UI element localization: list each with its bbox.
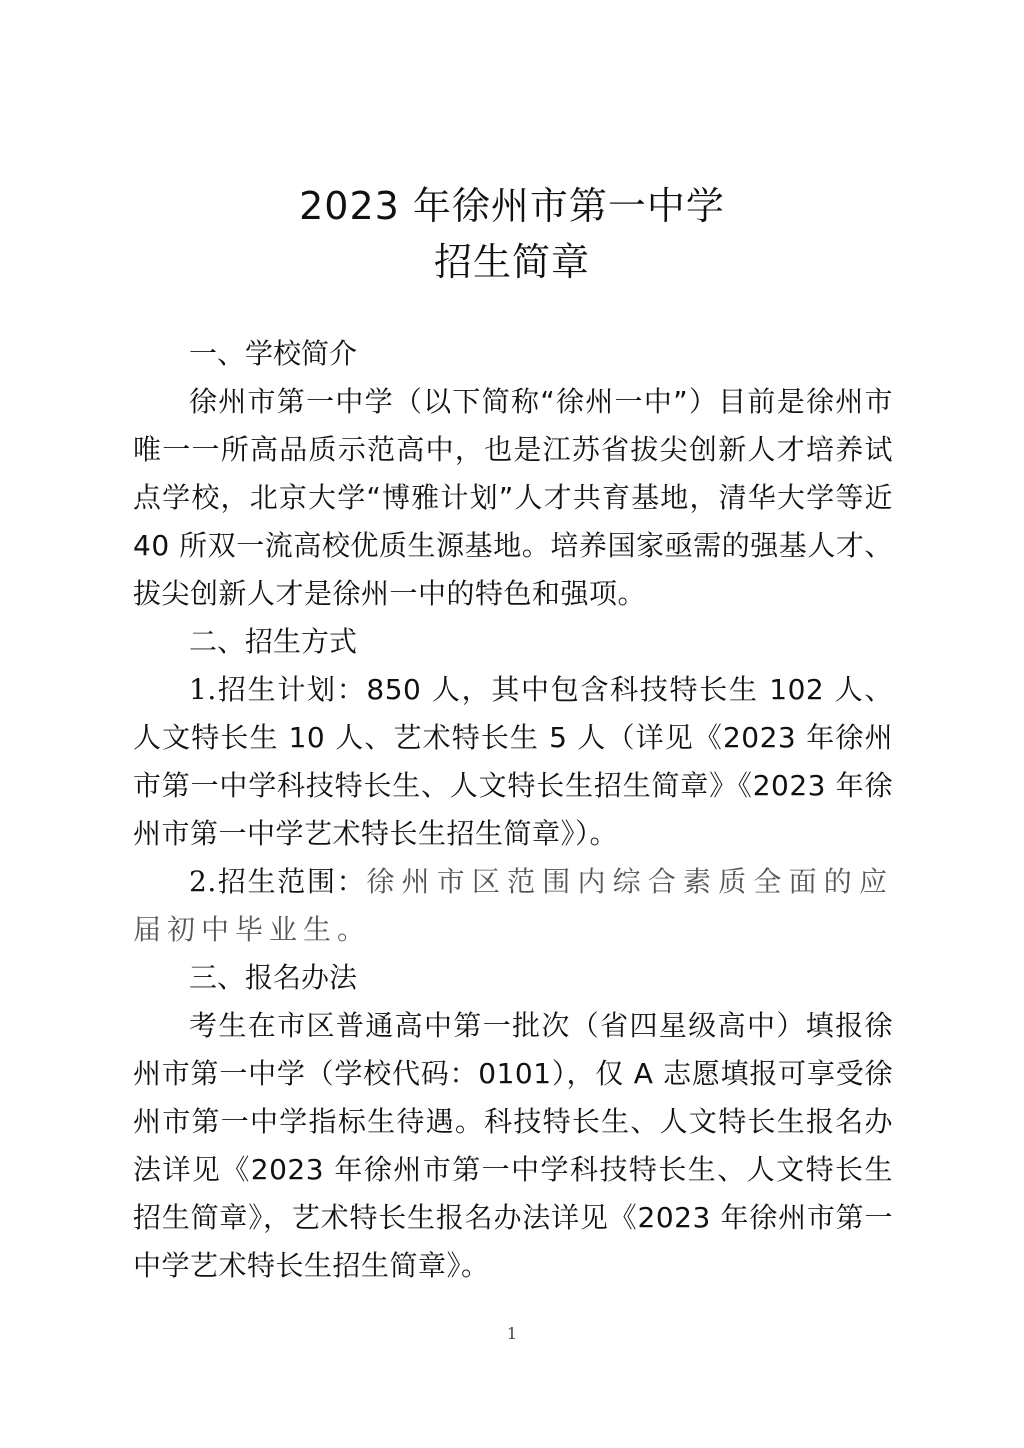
item-number: 1.: [189, 673, 217, 706]
item-label: 招生范围：: [216, 865, 367, 898]
item-text: 850 人，其中包含科技特长生 102 人、人文特长生 10 人、艺术特长生 5 人（详见《2023 年徐州市第一中学科技特长生、人文特长生招生简章》《2023 年徐州市第一中学艺术特长生招生简章》）。: [133, 673, 893, 850]
enrollment-plan-item: [133, 666, 893, 858]
section-heading-enrollment-method: 二、招生方式: [189, 625, 358, 658]
document-title: [0, 178, 1024, 290]
item-number: 2.: [189, 865, 217, 898]
document-body: [133, 330, 893, 1290]
item-text: 徐州市区范围内综合素质全面的应届初中毕业生。: [133, 865, 893, 946]
title-line-1: 2023 年徐州市第一中学: [299, 184, 725, 228]
enrollment-scope-item: [133, 858, 893, 954]
section-heading-school-intro: 一、学校简介: [189, 337, 358, 370]
title-line-2: 招生简章: [433, 240, 590, 284]
registration-paragraph: 考生在市区普通高中第一批次（省四星级高中）填报徐州市第一中学（学校代码：0101），仅 A 志愿填报可享受徐州市第一中学指标生待遇。科技特长生、人文特长生报名办法详见《2023 年徐州市第一中学科技特长生、人文特长生招生简章》，艺术特长生报名办法详见《2023 年徐州市第一中学艺术特长生招生简章》。: [133, 1009, 893, 1282]
item-label: 招生计划：: [216, 673, 367, 706]
school-intro-paragraph: 徐州市第一中学（以下简称“徐州一中”）目前是徐州市唯一一所高品质示范高中，也是江苏省拔尖创新人才培养试点学校，北京大学“博雅计划”人才共育基地，清华大学等近 40 所双一流高校优质生源基地。培养国家亟需的强基人才、拔尖创新人才是徐州一中的特色和强项。: [133, 385, 893, 610]
section-heading-registration: 三、报名办法: [189, 961, 358, 994]
page-number: 1: [506, 1324, 518, 1343]
